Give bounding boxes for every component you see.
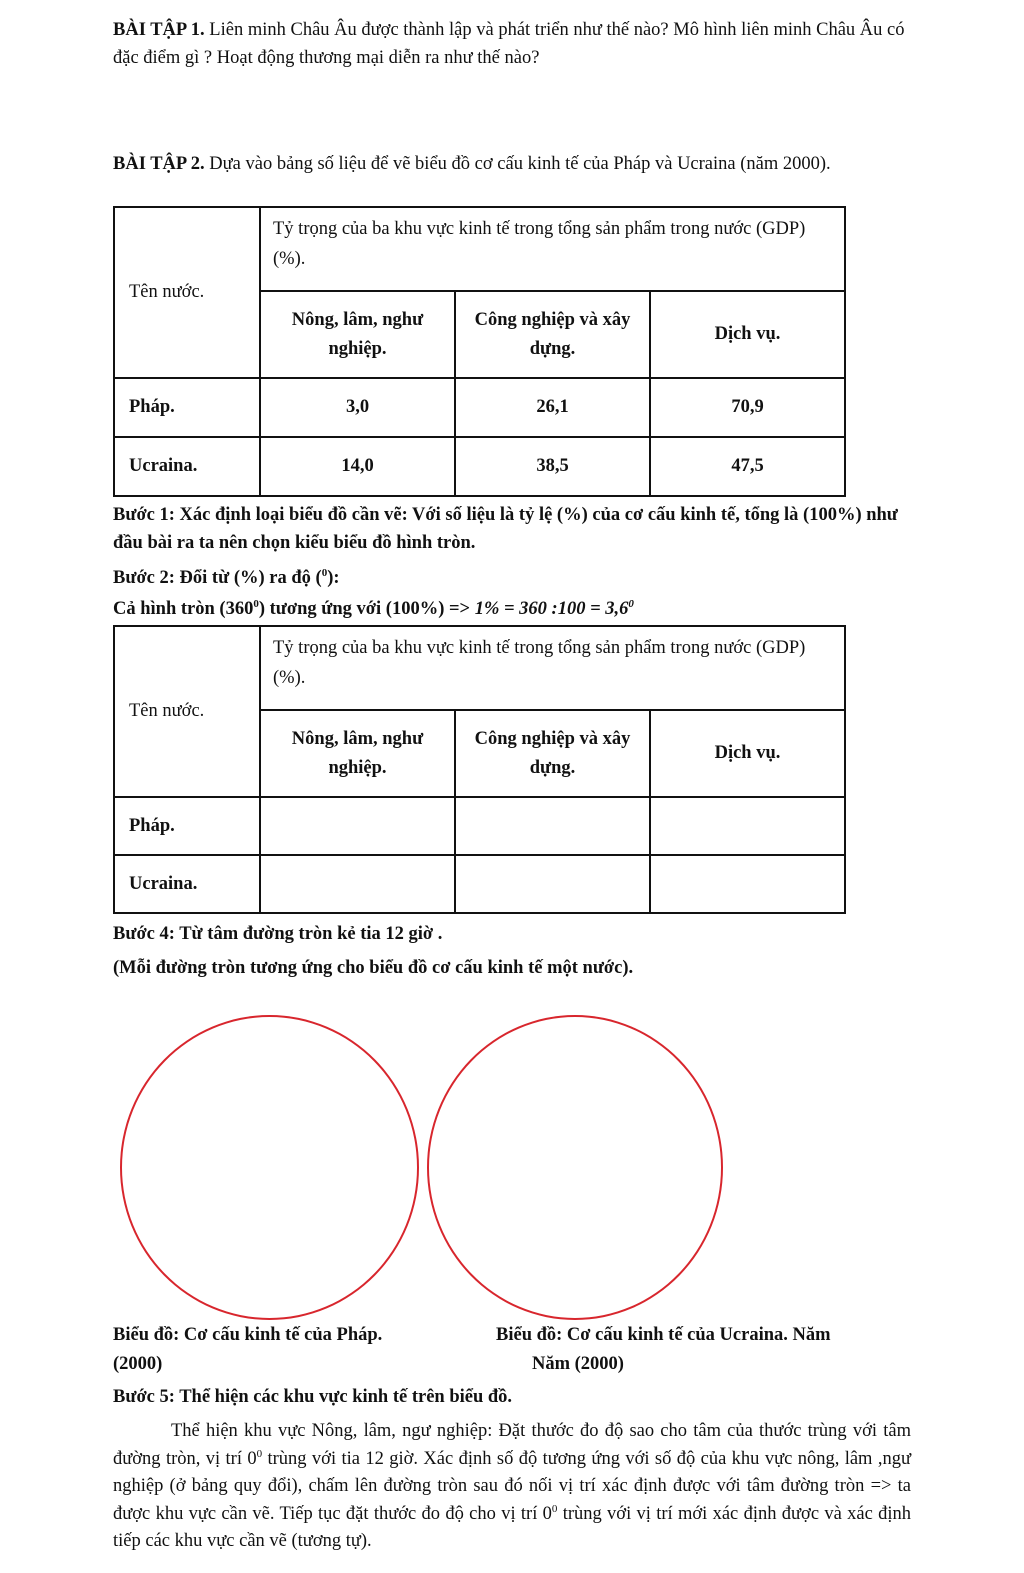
exercise-2-label: BÀI TẬP 2.	[113, 154, 205, 174]
conversion-table	[113, 625, 846, 914]
empty-cell	[455, 797, 650, 855]
cell-value: 70,9	[650, 378, 845, 437]
caption-france-title: Biểu đồ: Cơ cấu kinh tế của Pháp.	[113, 1325, 383, 1345]
row-country: Ucraina.	[114, 437, 260, 496]
step-5-text-1: Thể hiện khu vực Nông, lâm, ngư nghiệp: Đặt thước đo độ sao cho tâm của thước trùng với tâm đường tròn, vị trí 0	[113, 1421, 911, 1469]
step-2-text-end: ):	[327, 568, 340, 588]
gdp-table	[113, 206, 846, 497]
gdp-group-header: Tỷ trọng của ba khu vực kinh tế trong tổng sản phẩm trong nước (GDP) (%).	[260, 626, 845, 710]
step-5-text-3: trùng với vị trí mới xác định được và xác định tiếp các khu vực cần vẽ (tương tự).	[113, 1503, 911, 1551]
table-row	[114, 855, 845, 913]
formula-part-3: 1% = 360 :100 = 3,6	[474, 599, 629, 619]
step-2-text: Bước 2: Đổi từ (%) ra độ (	[113, 568, 322, 588]
step-5-paragraph	[113, 1418, 911, 1556]
exercise-1-text: Liên minh Châu Âu được thành lập và phát triển như thế nào? Mô hình liên minh Châu Âu có đặc điểm gì ? Hoạt động thương mại diễn ra như thế nào?	[113, 20, 905, 68]
caption-france-year: (2000)	[113, 1354, 163, 1374]
empty-cell	[650, 855, 845, 913]
caption-ukraine-title: Biểu đồ: Cơ cấu kinh tế của Ucraina. Năm	[496, 1325, 831, 1345]
cell-value: 14,0	[260, 437, 455, 496]
table-row	[114, 437, 845, 496]
step-5-text-2: trùng với tia 12 giờ. Xác định số độ tương ứng với số độ của khu vực nông, lâm ,ngư nghiệp (ở bảng quy đổi), chấm lên đường tròn sau đó nối vị trí xác định được với tâm đường tròn => ta được khu vực cần vẽ. Tiếp tục đặt thước đo độ cho vị trí 0	[113, 1448, 911, 1524]
degree-sup: 0	[321, 566, 328, 579]
country-header: Tên nước.	[114, 626, 260, 797]
col-header-services: Dịch vụ.	[650, 291, 845, 378]
degree-sup: 0	[628, 597, 634, 610]
row-country: Pháp.	[114, 797, 260, 855]
cell-value: 3,0	[260, 378, 455, 437]
row-country: Pháp.	[114, 378, 260, 437]
exercise-2-text: Dựa vào bảng số liệu để vẽ biểu đồ cơ cấu kinh tế của Pháp và Ucraina (năm 2000).	[209, 154, 831, 174]
cell-value: 38,5	[455, 437, 650, 496]
empty-cell	[260, 855, 455, 913]
step-4: Bước 4: Từ tâm đường tròn kẻ tia 12 giờ .	[113, 924, 443, 944]
table-row	[114, 797, 845, 855]
step-2-formula	[113, 595, 634, 623]
col-header-agriculture: Nông, lâm, nghư nghiệp.	[260, 291, 455, 378]
caption-ukraine-year: Năm (2000)	[532, 1354, 624, 1374]
table-row	[114, 378, 845, 437]
cell-value: 26,1	[455, 378, 650, 437]
col-header-agriculture: Nông, lâm, nghư nghiệp.	[260, 710, 455, 797]
gdp-group-header: Tỷ trọng của ba khu vực kinh tế trong tổng sản phẩm trong nước (GDP) (%).	[260, 207, 845, 291]
caption-ukraine	[496, 1321, 831, 1379]
step-2	[113, 564, 340, 592]
caption-france	[113, 1321, 382, 1379]
exercise-1	[113, 16, 913, 72]
empty-cell	[650, 797, 845, 855]
formula-part-2: ) tương ứng với (100%) =>	[258, 599, 475, 619]
exercise-1-label: BÀI TẬP 1.	[113, 20, 205, 40]
col-header-services: Dịch vụ.	[650, 710, 845, 797]
degree-sup: 0	[551, 1502, 558, 1515]
country-header: Tên nước.	[114, 207, 260, 378]
col-header-industry: Công nghiệp và xây dựng.	[455, 710, 650, 797]
empty-cell	[260, 797, 455, 855]
step-4-note: (Mỗi đường tròn tương ứng cho biểu đồ cơ cấu kinh tế một nước).	[113, 958, 634, 978]
ukraine-pie-circle	[427, 1015, 723, 1320]
exercise-2	[113, 150, 913, 178]
degree-sup: 0	[253, 597, 259, 610]
step-5-title: Bước 5: Thể hiện các khu vực kinh tế trên biểu đồ.	[113, 1387, 513, 1407]
empty-cell	[455, 855, 650, 913]
degree-sup: 0	[256, 1447, 263, 1460]
formula-part-1: Cả hình tròn (360	[113, 599, 254, 619]
france-pie-circle	[120, 1015, 419, 1320]
col-header-industry: Công nghiệp và xây dựng.	[455, 291, 650, 378]
cell-value: 47,5	[650, 437, 845, 496]
row-country: Ucraina.	[114, 855, 260, 913]
step-1: Bước 1: Xác định loại biểu đồ cần vẽ: Với số liệu là tỷ lệ (%) của cơ cấu kinh tế, tổng là (100%) như đầu bài ra ta nên chọn kiểu biểu đồ hình tròn.	[113, 505, 898, 553]
